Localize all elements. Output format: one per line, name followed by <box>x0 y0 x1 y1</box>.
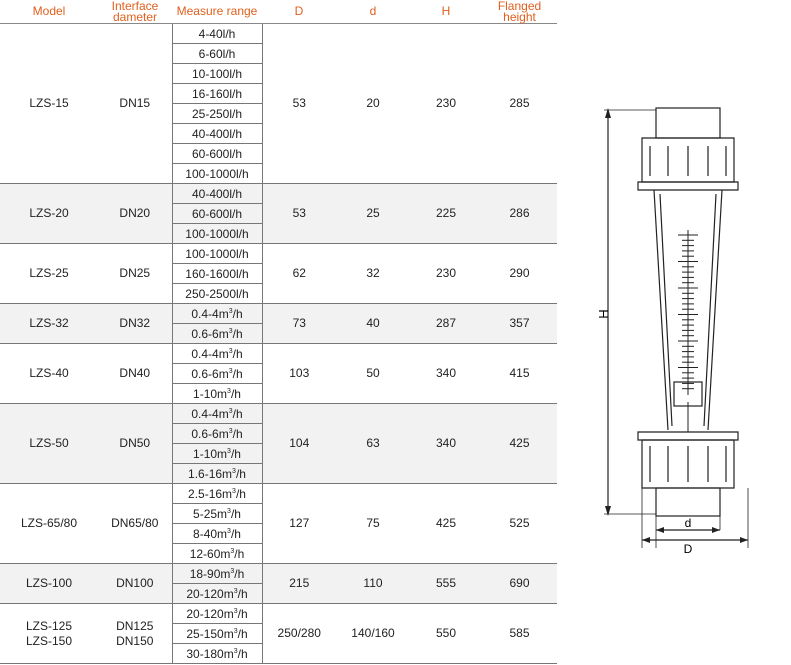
cell-model: LZS-40 <box>0 344 98 404</box>
cell-interface: DN20 <box>98 184 172 244</box>
table-row <box>0 564 557 584</box>
cell-H: 425 <box>410 484 482 564</box>
cell-range: $0.6-6m^3/h$ <box>172 364 262 384</box>
cell-model: LZS-65/80 <box>0 484 98 564</box>
cell-d: 25 <box>336 184 410 244</box>
cell-d: 40 <box>336 304 410 344</box>
cell-range: $0.4-4m^3/h$ <box>172 344 262 364</box>
cell-d: 32 <box>336 244 410 304</box>
cell-range: $1.6-16m^3/h$ <box>172 464 262 484</box>
cell-range: $0.4-4m^3/h$ <box>172 304 262 324</box>
cell-model: LZS-100 <box>0 564 98 604</box>
cell-H: 555 <box>410 564 482 604</box>
cell-d: 63 <box>336 404 410 484</box>
cell-H: 340 <box>410 404 482 484</box>
cell-D: 215 <box>262 564 336 604</box>
cell-range: 100-1000l/h <box>172 244 262 264</box>
top-connector <box>656 108 720 138</box>
table-row <box>0 604 557 624</box>
cell-interface: DN40 <box>98 344 172 404</box>
dim-H-label: H <box>596 309 611 319</box>
cell-range: $30-180m^3/h$ <box>172 644 262 664</box>
cell-range: 60-600l/h <box>172 144 262 164</box>
cell-d: 20 <box>336 24 410 184</box>
table-row <box>0 24 557 44</box>
flowmeter-diagram <box>590 90 760 560</box>
cell-range: 250-2500l/h <box>172 284 262 304</box>
table-row <box>0 344 557 364</box>
dim-d-label: d <box>684 516 692 530</box>
table-row <box>0 304 557 324</box>
cell-range: $1-10m^3/h$ <box>172 444 262 464</box>
cell-D: 53 <box>262 184 336 244</box>
cell-d: 50 <box>336 344 410 404</box>
cell-d: 75 <box>336 484 410 564</box>
cell-H: 287 <box>410 304 482 344</box>
header-d: d <box>336 0 410 24</box>
cell-interface: DN15 <box>98 24 172 184</box>
header-range: Measure range <box>172 0 262 24</box>
cell-D: 53 <box>262 24 336 184</box>
cell-range: 100-1000l/h <box>172 224 262 244</box>
cell-flanged: 525 <box>482 484 557 564</box>
cell-D: 104 <box>262 404 336 484</box>
cell-flanged: 357 <box>482 304 557 344</box>
cell-flanged: 286 <box>482 184 557 244</box>
dim-D-label: D <box>683 542 693 556</box>
cell-H: 225 <box>410 184 482 244</box>
cell-range: 16-160l/h <box>172 84 262 104</box>
table-row <box>0 484 557 504</box>
cell-H: 340 <box>410 344 482 404</box>
cell-flanged: 425 <box>482 404 557 484</box>
cell-range: $12-60m^3/h$ <box>172 544 262 564</box>
cell-interface: DN65/80 <box>98 484 172 564</box>
cell-flanged: 290 <box>482 244 557 304</box>
header-D: D <box>262 0 336 24</box>
cell-model: LZS-125 LZS-150 <box>0 604 98 664</box>
cell-range: $20-120m^3/h$ <box>172 604 262 624</box>
cell-interface: DN25 <box>98 244 172 304</box>
cell-range: $0.6-6m^3/h$ <box>172 424 262 444</box>
cell-range: $0.4-4m^3/h$ <box>172 404 262 424</box>
cell-d: 140/160 <box>336 604 410 664</box>
header-interface-line1: Interface <box>111 0 159 13</box>
cell-D: 73 <box>262 304 336 344</box>
cell-flanged: 415 <box>482 344 557 404</box>
cell-interface: DN125 DN150 <box>98 604 172 664</box>
bottom-connector <box>656 488 720 516</box>
header-H: H <box>410 0 482 24</box>
cell-range: $0.6-6m^3/h$ <box>172 324 262 344</box>
cell-D: 250/280 <box>262 604 336 664</box>
table-row <box>0 184 557 204</box>
cell-H: 230 <box>410 24 482 184</box>
cell-range: 40-400l/h <box>172 184 262 204</box>
cell-range: 10-100l/h <box>172 64 262 84</box>
table-row <box>0 244 557 264</box>
cell-model: LZS-50 <box>0 404 98 484</box>
cell-range: 60-600l/h <box>172 204 262 224</box>
cell-range: 25-250l/h <box>172 104 262 124</box>
cell-flanged: 285 <box>482 24 557 184</box>
cell-range: 40-400l/h <box>172 124 262 144</box>
cell-model: LZS-15 <box>0 24 98 184</box>
cell-range: 6-60l/h <box>172 44 262 64</box>
cell-range: 160-1600l/h <box>172 264 262 284</box>
header-interface <box>98 0 172 24</box>
cell-H: 550 <box>410 604 482 664</box>
cell-range: 100-1000l/h <box>172 164 262 184</box>
cell-flanged: 690 <box>482 564 557 604</box>
cell-flanged: 585 <box>482 604 557 664</box>
cell-D: 62 <box>262 244 336 304</box>
header-interface-line2: dameter <box>112 9 158 24</box>
cell-range: $18-90m^3/h$ <box>172 564 262 584</box>
table-row <box>0 404 557 424</box>
cell-interface: DN32 <box>98 304 172 344</box>
cell-model: LZS-32 <box>0 304 98 344</box>
cell-interface: DN50 <box>98 404 172 484</box>
header-row <box>0 0 557 24</box>
cell-d: 110 <box>336 564 410 604</box>
cell-range: $8-40m^3/h$ <box>172 524 262 544</box>
cell-range: $2.5-16m^3/h$ <box>172 484 262 504</box>
cell-model: LZS-25 <box>0 244 98 304</box>
cell-model: LZS-20 <box>0 184 98 244</box>
cell-range: 4-40l/h <box>172 24 262 44</box>
cell-range: $1-10m^3/h$ <box>172 384 262 404</box>
header-model: Model <box>0 0 98 24</box>
cell-D: 127 <box>262 484 336 564</box>
cell-range: $20-120m^3/h$ <box>172 584 262 604</box>
header-flanged: Flanged height <box>482 0 557 24</box>
cell-range: $25-150m^3/h$ <box>172 624 262 644</box>
cell-H: 230 <box>410 244 482 304</box>
cell-D: 103 <box>262 344 336 404</box>
cell-range: $5-25m^3/h$ <box>172 504 262 524</box>
cell-interface: DN100 <box>98 564 172 604</box>
